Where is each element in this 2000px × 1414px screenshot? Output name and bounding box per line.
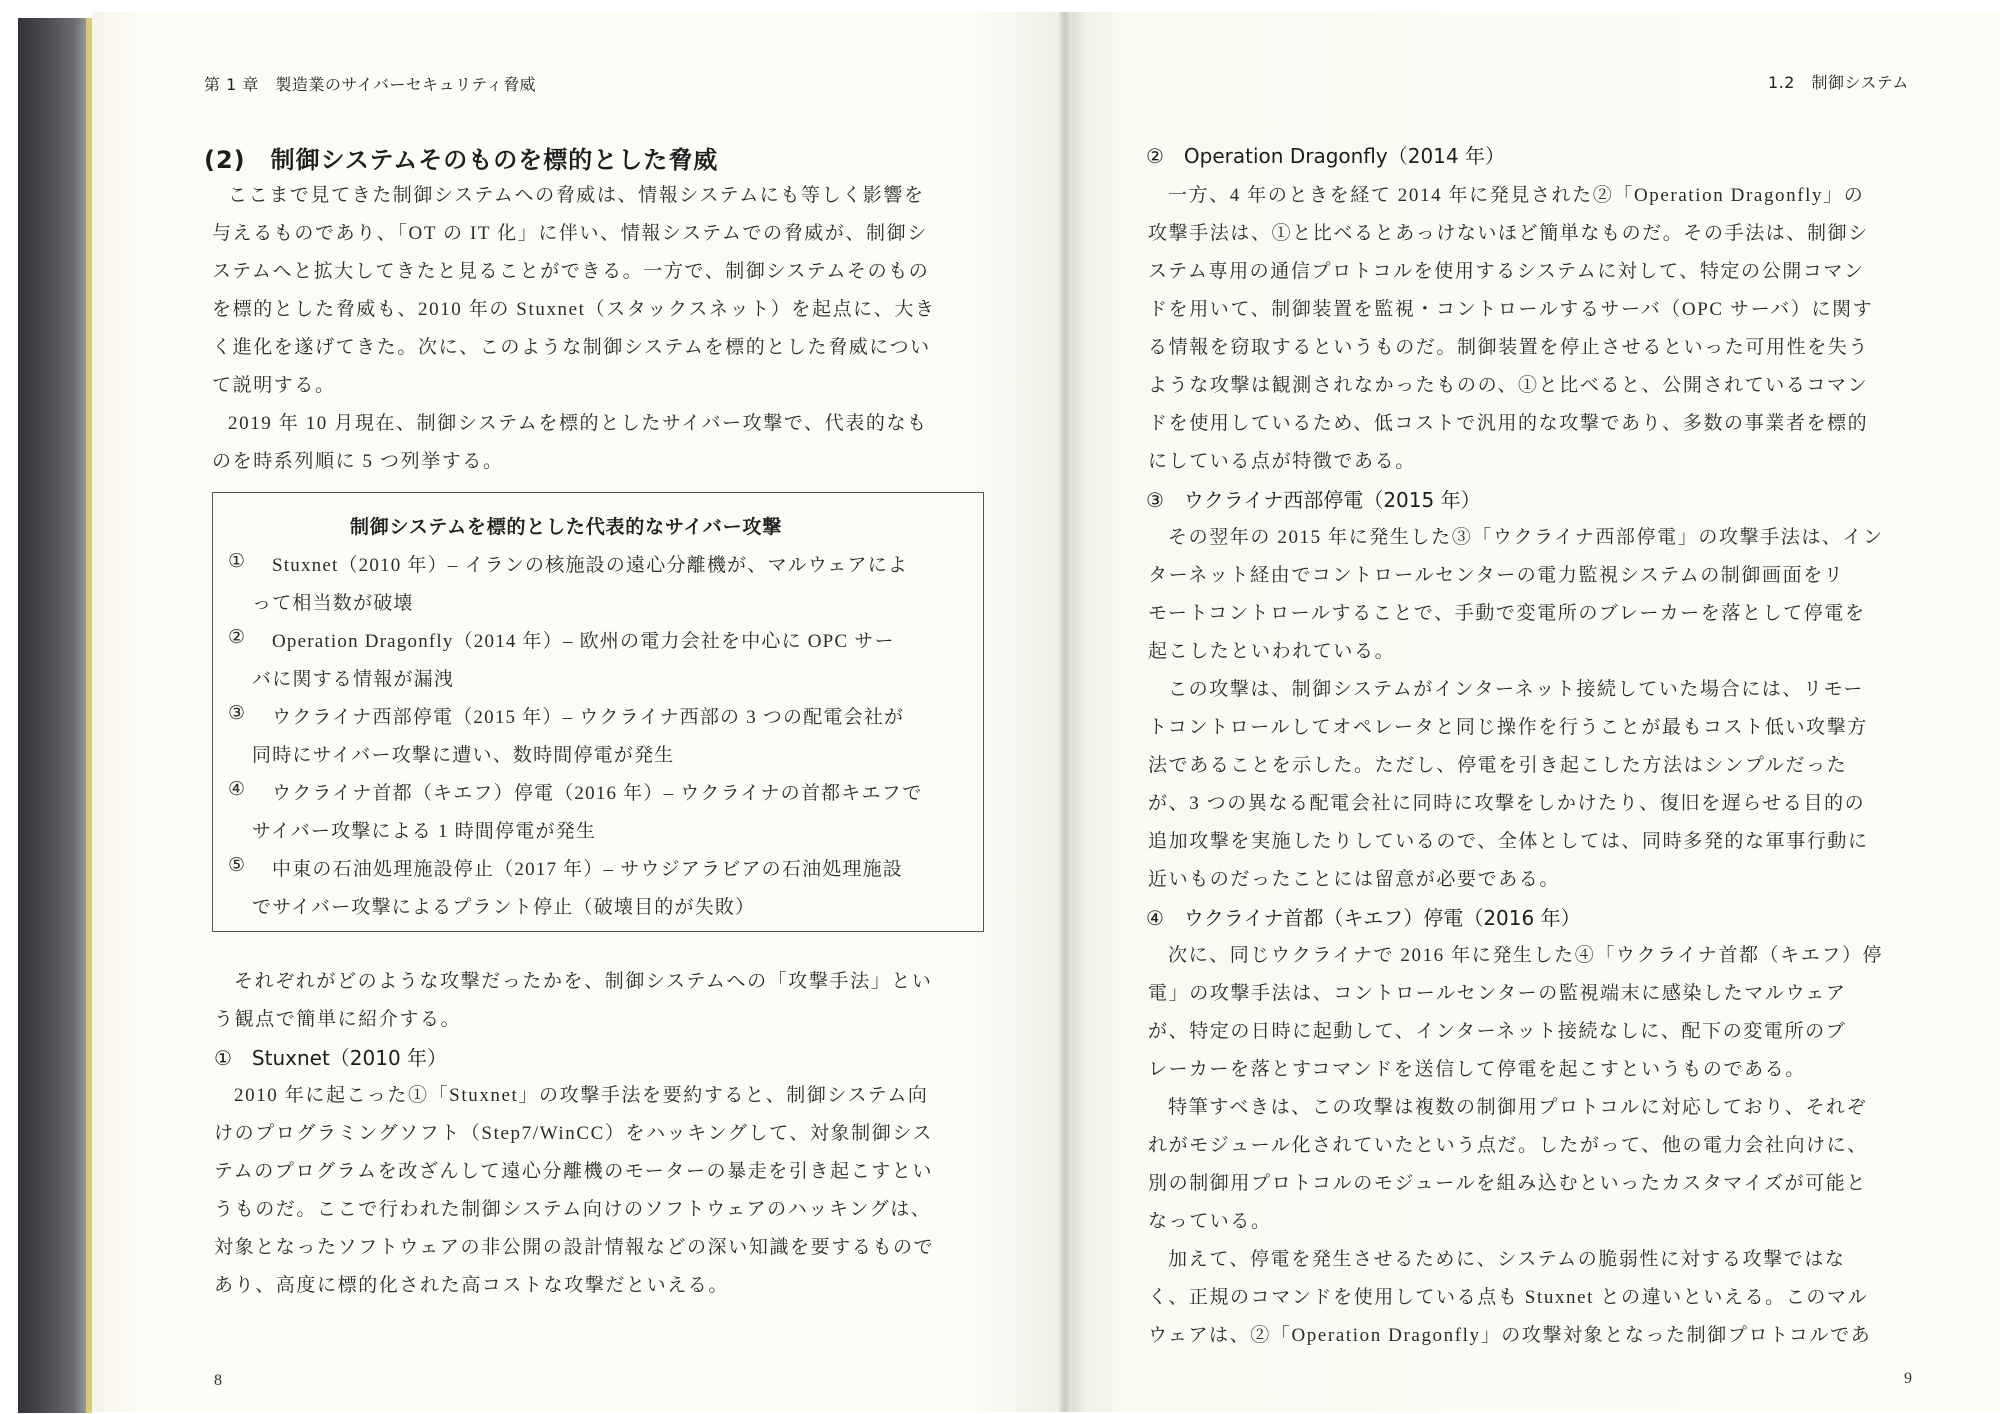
- section-title: (2) 制御システムそのものを標的とした脅威: [204, 146, 719, 174]
- body-line: にしている点が特徴である。: [1148, 451, 1416, 472]
- body-line: 起こしたといわれている。: [1148, 641, 1396, 662]
- body-line: それぞれがどのような攻撃だったかを、制御システムへの「攻撃手法」とい: [234, 971, 933, 992]
- body-line: る情報を窃取するというものだ。制御装置を停止させるといった可用性を失う: [1148, 337, 1870, 358]
- body-line: 特筆すべきは、この攻撃は複数の制御用プロトコルに対応しており、それぞ: [1168, 1097, 1868, 1118]
- list-marker: ④: [228, 778, 246, 800]
- body-line: 2010 年に起こった①「Stuxnet」の攻撃手法を要約すると、制御システム向: [234, 1085, 929, 1106]
- box-title: 制御システムを標的とした代表的なサイバー攻撃: [350, 516, 782, 538]
- body-line: 対象となったソフトウェアの非公開の設計情報などの深い知識を要するもので: [214, 1237, 935, 1258]
- intro-line: 与えるものであり、「OT の IT 化」に伴い、情報システムでの脅威が、制御シ: [212, 223, 928, 244]
- body-line: けのプログラミングソフト（Step7/WinCC）をハッキングして、対象制御シス: [214, 1123, 933, 1144]
- list-marker: ⑤: [228, 854, 246, 876]
- list-item-continuation: でサイバー攻撃によるプラント停止（破壊目的が失敗）: [252, 897, 756, 918]
- list-item-continuation: って相当数が破壊: [252, 593, 414, 614]
- list-item-continuation: サイバー攻撃による 1 時間停電が発生: [252, 821, 597, 842]
- list-item: Stuxnet（2010 年）– イランの核施設の遠心分離機が、マルウェアによ: [272, 555, 909, 576]
- body-line: トコントロールしてオペレータと同じ操作を行うことが最もコスト低い攻撃方: [1148, 717, 1868, 738]
- stuxnet-heading: ① Stuxnet（2010 年）: [214, 1046, 448, 1070]
- body-line: 追加攻撃を実施したりしているので、全体としては、同時多発的な軍事行動に: [1148, 831, 1869, 852]
- intro-line: を標的とした脅威も、2010 年の Stuxnet（スタックスネット）を起点に、大き: [212, 299, 936, 320]
- list-marker: ①: [228, 550, 246, 572]
- list-item: ウクライナ首都（キエフ）停電（2016 年）– ウクライナの首都キエフで: [272, 783, 923, 804]
- body-line: く、正規のコマンドを使用している点も Stuxnet との違いといえる。このマル: [1148, 1287, 1869, 1308]
- body-line: モートコントロールすることで、手動で変電所のブレーカーを落として停電を: [1148, 603, 1866, 624]
- intro-line: て説明する。: [212, 375, 336, 396]
- dragonfly-heading: ② Operation Dragonfly（2014 年）: [1146, 144, 1505, 168]
- book-gutter: [1058, 12, 1072, 1412]
- list-item: ウクライナ西部停電（2015 年）– ウクライナ西部の 3 つの配電会社が: [272, 707, 905, 728]
- body-line: 別の制御用プロトコルのモジュールを組み込むといったカスタマイズが可能と: [1148, 1173, 1867, 1194]
- book-cover-edge: [18, 18, 88, 1413]
- body-line: ウェアは、②「Operation Dragonfly」の攻撃対象となった制御プロトコルであ: [1148, 1325, 1872, 1346]
- body-line: うものだ。ここで行われた制御システム向けのソフトウェアのハッキングは、: [214, 1199, 932, 1220]
- right-running-header: 1.2 制御システム: [1768, 73, 1909, 92]
- body-line: 一方、4 年のときを経て 2014 年に発見された②「Operation Dragonfly」の: [1168, 185, 1865, 206]
- body-line: なっている。: [1148, 1211, 1272, 1232]
- body-line: テムのプログラムを改ざんして遠心分離機のモーターの暴走を引き起こすとい: [214, 1161, 934, 1182]
- body-line: れがモジュール化されていたという点だ。したがって、他の電力会社向けに、: [1148, 1135, 1868, 1156]
- intro-line: く進化を遂げてきた。次に、このような制御システムを標的とした脅威につい: [212, 337, 931, 358]
- intro-line: ステムへと拡大してきたと見ることができる。一方で、制御システムそのもの: [212, 261, 930, 282]
- body-line: う観点で簡単に紹介する。: [214, 1009, 462, 1030]
- body-line: ステム専用の通信プロトコルを使用するシステムに対して、特定の公開コマン: [1148, 261, 1865, 282]
- intro-line: 2019 年 10 月現在、制御システムを標的としたサイバー攻撃で、代表的なも: [228, 413, 928, 434]
- body-line: が、3 つの異なる配電会社に同時に攻撃をしかけたり、復旧を遅らせる目的の: [1148, 793, 1866, 814]
- body-line: レーカーを落とすコマンドを送信して停電を起こすというものである。: [1148, 1059, 1806, 1080]
- intro-line: ここまで見てきた制御システムへの脅威は、情報システムにも等しく影響を: [228, 185, 925, 206]
- body-line: 次に、同じウクライナで 2016 年に発生した④「ウクライナ首都（キエフ）停: [1168, 945, 1884, 966]
- body-line: が、特定の日時に起動して、インターネット接続なしに、配下の変電所のブ: [1148, 1021, 1847, 1042]
- body-line: ドを使用しているため、低コストで汎用的な攻撃であり、多数の事業者を標的: [1148, 413, 1869, 434]
- body-line: 加えて、停電を発生させるために、システムの脆弱性に対する攻撃ではな: [1168, 1249, 1846, 1270]
- list-item: 中東の石油処理施設停止（2017 年）– サウジアラビアの石油処理施設: [272, 859, 904, 880]
- list-item-continuation: バに関する情報が漏洩: [252, 669, 455, 690]
- right-page-number: 9: [1904, 1370, 1912, 1387]
- list-item-continuation: 同時にサイバー攻撃に遭い、数時間停電が発生: [252, 745, 675, 766]
- body-line: 法であることを示した。ただし、停電を引き起こした方法はシンプルだった: [1148, 755, 1848, 776]
- body-line: ターネット経由でコントロールセンターの電力監視システムの制御画面をリ: [1148, 565, 1845, 586]
- body-line: ような攻撃は観測されなかったものの、①と比べると、公開されているコマン: [1148, 375, 1869, 396]
- list-marker: ③: [228, 702, 246, 724]
- kiev-heading: ④ ウクライナ首都（キエフ）停電（2016 年）: [1146, 906, 1581, 930]
- list-item: Operation Dragonfly（2014 年）– 欧州の電力会社を中心に OPC サー: [272, 631, 895, 652]
- left-running-header: 第 1 章 製造業のサイバーセキュリティ脅威: [204, 75, 536, 94]
- body-line: その翌年の 2015 年に発生した③「ウクライナ西部停電」の攻撃手法は、イン: [1168, 527, 1884, 548]
- left-page-number: 8: [214, 1372, 222, 1389]
- west-ukraine-heading: ③ ウクライナ西部停電（2015 年）: [1146, 488, 1481, 512]
- body-line: 近いものだったことには留意が必要である。: [1148, 869, 1561, 890]
- body-line: ドを用いて、制御装置を監視・コントロールするサーバ（OPC サーバ）に関す: [1148, 299, 1874, 320]
- intro-line: のを時系列順に 5 つ列挙する。: [212, 451, 504, 472]
- body-line: あり、高度に標的化された高コストな攻撃だといえる。: [214, 1275, 730, 1296]
- list-marker: ②: [228, 626, 246, 648]
- body-line: この攻撃は、制御システムがインターネット接続していた場合には、リモー: [1168, 679, 1865, 700]
- body-line: 電」の攻撃手法は、コントロールセンターの監視端末に感染したマルウェア: [1148, 983, 1847, 1004]
- body-line: 攻撃手法は、①と比べるとあっけないほど簡単なものだ。その手法は、制御シ: [1148, 223, 1869, 244]
